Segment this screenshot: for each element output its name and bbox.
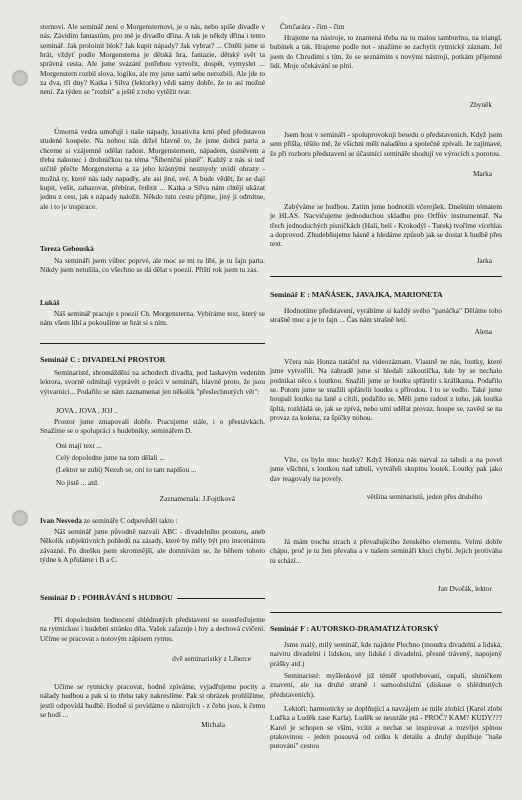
section-c-quotes: Oni mají text ... Celý dopoledne jsme na tom dělali ... (Lektor se zubí) Nezub se, oni to tam napíšou ... No jistě ... atd. [56,441,197,487]
signature-dvorak: Jan Dvořák, lektor [437,584,492,593]
section-e-paragraph-3: Víte, co bylo moc hezký? Když Honza nás narval za tabuli a na povel jsme všichni, s loutkou nad tabulí, vytvářeli skupinu loutek. Loutky pak jako dav reagovaly na povely. [270,455,502,483]
intro-paragraph-2: Úmorná vedra umořují i naše nápady, kreativita krní před představou studené koupele. Na nohou nás držel hlavně to, že jsme dobrá parta a chceme si vzájemně udělat radost. Morgensternem, nápadem, úsměvem a třeba nakonec i drobničkou na téma "Šibeniční písně". Každý z nás si teď určitě přečte Morgensterna a za jeho krásnými nesmysly uvidí obrazy - možná ty, které nás tady napadly, ale asi jiné, své. A bude vědět, že se dají kupit, vešit, zahazovat, přebírat, řetězit ... Katka a Silva nám chtějí ukázat jednu z cest, jak s nápady naložit. Někdo tuto cestu přijme, jiný ji odmítne, ale i to je inspirace. [40,127,265,211]
lukas-paragraph: Náš seminář pracuje s poezií Ch. Morgensterna. Vybíráme text, který se nám všem líbí a pokoušíme se hrát si s ním. [40,309,265,328]
punch-hole [12,70,28,86]
zabyvame-paragraph: Zabýváme se hudbou. Zatím jsme hodnotili včerejšek. Dnešním tématem je HLAS. Nacvičujeme jednoduchou skladbu pro Orffův instrumentář. Na třech jednoduchých písničkách (Halí, belí - Krokodýl - Turek) tvoříme vícehlas a doprovod. Zhudebňujeme básně a hledáme způsob jak se dostat k hudbě přes text. [270,202,502,249]
section-heading-d: Seminář D : POHRÁVÁNÍ S HUDBOU [40,593,173,602]
cimcara-title: Čimčarára - čim - čim [280,22,345,31]
section-c-paragraph: Seminaristé, shromáždění na schodech divadla, pod laskavým vedením lektora, svorně odmítají vyprávět o práci v semináři, hlavně proto, že jsou výtvarníci... Podařilo se nám zaznamenat jen několik "přeslechnutých vět": [40,368,265,396]
section-d-paragraph: Při dopoledním hodnocení shlédnutých představení se soustřeďujeme na rytmickou i hudební stránku díla. Vašek zafazuje i hry a dechová cvičení. Učíme se pracovat s notovým zápisem rytmu. [40,615,265,643]
section-divider [270,612,502,613]
section-f-paragraph: Jsme malý, milý seminář, kde najdete Plechno (moudra divadelní a lidská, naivitu divadelní i lidskou, sny lidské i divadelní, přesně trávený, napojený prášky atd.) [270,640,502,668]
author-name: Tereza Gebouská [40,244,94,253]
section-e-signature: většina seminaristů, jeden přes druhého [366,492,482,501]
cimcara-paragraph: Hrajeme na nástroje, to znamená třeba na tu malou tamburínu, na triangl, bubínek a tak. Hrajeme podle not - snažíme se zachytit rytmický záznam. Jel jsem do Chrudimi s tím, že se seznámím s novými nástroji, potkám příjemné lidi. Moje očekávání se plní. [270,33,502,71]
punch-hole [12,510,28,526]
signature-zbynek: Zbyněk [469,100,492,109]
signature-marka: Marka [472,169,492,178]
section-e-paragraph: Hodnotíme představení, vyrábíme si každý svého "panáčka" Děláme toho strašně moc a je to fajn ... Čas nám strašně letí. [270,306,502,325]
author-name: Lukáš [40,298,60,307]
section-heading-c: Seminář C : DIVADELNÍ PROSTOR [40,355,166,364]
section-c-quote: JOVA , JOVA , JOJ .. [56,406,118,415]
heading-rule [177,598,265,599]
section-e-paragraph-4: Já mám trochu strach z převažujícího ženského elementu. Velmi dobře chápu, proč je tu žen převaha a v našem semináři kluci chybí. Jejich protiváha tu schází... [270,537,502,565]
author-name: Ivan Nesveda [40,516,82,525]
intro-paragraph: sternovi. Ale seminář není o Morgensternovi, je o nás, nebo spíše divadle v nás. Závidím fantastům, pro mě je divadlo dřina. A tak je někdy dřina i tento seminář. Jak proloinit blok? Jak kupit nápady? Jak vybrat? ... Chtěli jsme si hrát, vždyť podle Morgensterna je dětská hra, fantazie, dětský svět ta správná cesta. Ale jsme svázání potřebou vytvořit, dospět, vymyslet ... Morgenstern rozbil slova, logiku, ale my jsme sami sebe nerozbili. Ale jde to za dva, tři dny? Katka i Silva (lektorky) vědí samy dobře, že to asi možné není. Za týden se "rozbít" a ještě z toho vytěžit tvar. [40,22,265,97]
section-f-paragraph-3: Lektoři: harmonicky se doplňující a navzájem se mile zlobící (Karel zlobí Luďka a Luděk zase Karla). Luděk se neustále ptá - PROČ? KAM? KUDY??? Karel je schopen se vším, vcítit a nechat se inspirovat a rozvíjet spínou ptakovinou - jeden posouvá od celku k detailu a druhý doplňuje "naše putování" cestou [270,704,502,751]
host-paragraph: Jsem host v semináři - spoluprovokuji besedu o představeních. Když jsem sem přišla, těšilo mě, že všichni měli naladěno a společně zpívali. Je zajímavé, že při rozboru představení se účastníci semináře shodují ve výrocích s porotou. [270,130,502,158]
section-d-signature-2: Michala [201,720,225,729]
section-heading-e: Seminář E : MAŇÁSEK, JAVAJKA, MARIONETA [270,290,443,299]
section-f-paragraph-2: Seminaristé: myšlenkově již téměř spotřebovaní, ospalí, sluníčkem znavení, ale na druhé straně i samoobslužní (diskuse o shlédnutých představeních). [270,671,502,699]
section-divider [270,276,502,277]
signature-jarka: Jarka [476,256,492,265]
section-heading-f: Seminář F : AUTORSKO-DRAMATIZÁTORSKÝ [270,624,439,633]
gebouska-paragraph: Na semináři jsem vůbec poprvé, ale moc se mi tu líbí, je tu fajn parta. Nikdy jsem netušila, co všechno se dá dělat s poezií. Přiští rok jsem tu zas. [40,256,265,275]
section-d-signature: dvě seminaristky z Liberce [172,654,251,663]
section-heading-d-row [40,593,265,602]
section-c-paragraph-2: Prostor jsme zmapovali dobře. Pracujeme stále, i o přestávkách. Snažíme se o spolupráci s hudebníky, seminářem D. [40,417,265,436]
nesveda-paragraph: Náš seminář jsme původně nazvali ABC - divadelního prostoru, aneb Několik subjektivních pohledů na zásady, které by měly být pro inscenátora závazné. Po dnešku jsem skromnější, ale domnívám se, že během tohoto týdne k A přidáme i B a C. [40,527,265,565]
section-e-paragraph-2: Včera nás Honza natáčel na videozáznam. Vlastně ne nás, loutky, které jsme vytvořili. Na zahradě jsme si hledali zákoutíčka, kde by se nechalo podnikat něco s loutkou. Snažili jsme se loutku spřátelit s králíkama. Podařilo se. Potom jsme se snažili spřátelit loutku s přírodou. I to se vedlo. Také jsme houpali loutku na laně a cítili, podařilo se. Měli jsme radost z toho, jak loutka špltá, rozkládá se, jak se zpívá, nebo umí udělat provaz, houpe se, zavěsí se na provaz za kolena, za špičky nohou. [270,357,502,423]
nesveda-intro-text: ze semináře C odpověděl takto : [81,516,178,525]
section-divider [40,343,265,344]
signature-alena: Alena [474,327,492,336]
section-c-signature: Zaznamenala: J.Fojtíková [159,494,235,503]
section-d-paragraph-2: Učíme se rytmicky pracovat, hodně zpíváme, vyjadřujeme pocity a nálady hudbou a pak si to třeba taky nakreslíme. Pak si obrázek prohlížíme, jestli odpovídá hudbě. Hodně si povídáme o nástrojích - z čeho jsou, k čemu se hodí ... [40,682,265,720]
nesveda-intro [40,516,265,525]
